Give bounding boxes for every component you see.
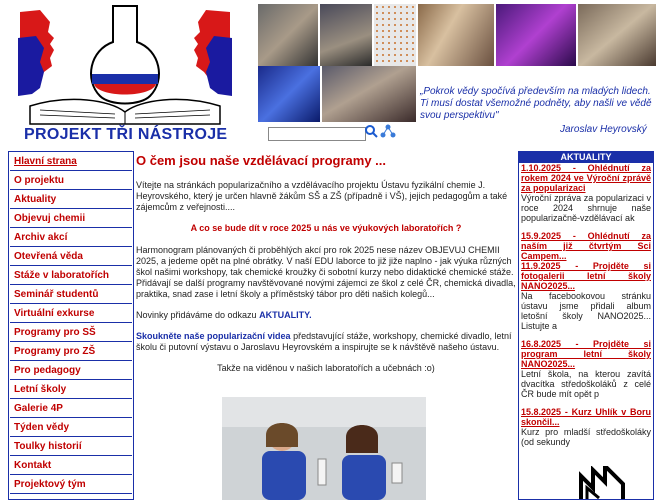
videos-paragraph: [136, 331, 516, 353]
news-item-date: 15.9.2025: [521, 231, 562, 241]
sidebar-nav: [8, 151, 134, 500]
nav-item-otevrena-veda[interactable]: Otevřená věda: [10, 248, 132, 266]
nav-item-seminar[interactable]: Seminář studentů: [10, 286, 132, 304]
section-subtitle: A co se bude dít v roce 2025 u nás ve výukových laboratořích ?: [190, 223, 462, 233]
sitemap-icon[interactable]: [380, 124, 396, 138]
news-panel: [518, 151, 654, 500]
news-item-title[interactable]: [519, 163, 653, 193]
intro-paragraph: Vítejte na stránkách popularizačního a vzdělávacího projektu Ústavu fyzikální chemie J. Heyrovského, který je určen hlavně žákům SŠ a ZŠ (případně i VŠ), jejich pedagogům a také zájemcům z veřejnosti....: [136, 180, 508, 212]
nav-item-aktuality[interactable]: Aktuality: [10, 191, 132, 209]
novinky-text: Novinky přidáváme do odkazu: [136, 310, 260, 320]
heyrovsky-quote: „Pokrok vědy spočívá především na mladých lidech. Ti musí dostat všemožné podněty, aby našli ve vědě svou perspektivu": [420, 86, 652, 121]
quote-author: Jaroslav Heyrovský: [560, 124, 647, 135]
videos-text: představující stáže, workshopy, chemické divadlo, letní školu či putovní výstavu o Jaroslavu Heyrovském a inspirujte se k návštěvě našeho ústavu.: [136, 331, 512, 352]
nav-item-kontakt[interactable]: Kontakt: [10, 457, 132, 475]
news-item-title[interactable]: [519, 261, 653, 291]
news-item-headline: - Kurz Uhlík v Boru skončil...: [521, 407, 651, 427]
news-item-date: 1.10.2025: [521, 163, 562, 173]
news-item-title[interactable]: [519, 339, 653, 369]
news-item-title[interactable]: [519, 231, 653, 261]
main-content: [136, 151, 516, 500]
nav-item-objevuj-chemii[interactable]: Objevuj chemii: [10, 210, 132, 228]
nav-item-programy-ss[interactable]: Programy pro SŠ: [10, 324, 132, 342]
photo-purple-lab: [496, 4, 576, 66]
search-icon[interactable]: [364, 124, 378, 138]
news-item-text: Kurz pro mladší středoškoláky (od sekundy: [521, 427, 651, 447]
nav-item-o-projektu[interactable]: O projektu: [10, 172, 132, 190]
news-item-title[interactable]: [519, 407, 653, 427]
photo-blue-molecules: [258, 66, 320, 122]
photo-molecular-grid: [374, 4, 416, 66]
news-item-headline: - Projděte si fotogalerii letní školy NANO2025...: [521, 261, 651, 291]
nav-item-staze[interactable]: Stáže v laboratořích: [10, 267, 132, 285]
photo-workshop: [578, 4, 656, 66]
news-header: AKTUALITY: [519, 152, 653, 163]
institute-logo-icon: [577, 466, 627, 500]
news-item-text: Na facebookovou stránku ústavu jsme přidali album letošní školy NANO2025... Listujte a: [521, 291, 651, 331]
photo-visitors: [322, 66, 416, 122]
news-item-date: 16.8.2025: [521, 339, 562, 349]
search-input[interactable]: [268, 127, 366, 141]
news-item-text: Letní škola, na kterou zavítá dvacítka středoškoláků z celé ČR bude mít opět p: [521, 369, 651, 399]
page-title: O čem jsou naše vzdělávací programy ...: [136, 153, 386, 168]
nav-item-letni-skoly[interactable]: Letní školy: [10, 381, 132, 399]
nav-item-hlavni-strana[interactable]: Hlavní strana: [10, 153, 132, 171]
news-item-text: Výroční zpráva za popularizaci v roce 2024 shrnuje naše popularizačně-vzdělávací ak: [521, 193, 651, 223]
nav-item-pro-pedagogy[interactable]: Pro pedagogy: [10, 362, 132, 380]
header: [0, 0, 660, 150]
photo-lab-group: [258, 4, 318, 66]
closing-paragraph: Takže na viděnou v našich laboratořích a učebnách :o): [217, 363, 435, 373]
news-item-headline: - Ohlédnutí za naším již čtvrtým Sci Campem...: [521, 231, 651, 261]
news-item-headline: - Projděte si program letní školy NANO2025...: [521, 339, 651, 369]
nav-item-toulky-historii[interactable]: Toulky historií: [10, 438, 132, 456]
logo-title: PROJEKT TŘI NÁSTROJE: [24, 126, 228, 143]
videos-link[interactable]: Skoukněte naše popularizační videa: [136, 331, 291, 341]
news-item-date: 11.9.2025: [521, 261, 561, 271]
novinky-paragraph: [136, 310, 516, 321]
nav-item-galerie[interactable]: Galerie 4P: [10, 400, 132, 418]
harmonogram-paragraph: Harmonogram plánovaných či proběhlých akcí pro rok 2025 nese název OBJEVUJ CHEMII 2025, a jedeme opět na plné obrátky. V naší EDU laborce to již jiže naplno - jak výuka různých škol našimi workshopy, tak chemické kroužky či sobotní kurzy nebo didaktické chemické stáže. Přidávají se další programy navštěvované novými zájemci ze škol z celé ČR, chemická divadla, praktika, snad zase i letní školy a příměstský tábor pro děti našich kolegů...: [136, 245, 516, 299]
nav-item-tyden-vedy[interactable]: Týden vědy: [10, 419, 132, 437]
nav-item-programy-zs[interactable]: Programy pro ZŠ: [10, 343, 132, 361]
photo-students: [320, 4, 372, 66]
nav-item-virtualni-exkurse[interactable]: Virtuální exkurse: [10, 305, 132, 323]
news-item-date: 15.8.2025: [521, 407, 562, 417]
nav-item-archiv-akci[interactable]: Archiv akcí: [10, 229, 132, 247]
nav-item-projektovy-tym[interactable]: Projektový tým: [10, 476, 132, 494]
photo-classroom: [418, 4, 494, 66]
students-lab-photo: [222, 397, 426, 500]
aktuality-link[interactable]: AKTUALITY.: [259, 310, 312, 320]
news-item-headline: - Ohlédnutí za rokem 2024 ve Výroční zprávě za popularizaci: [521, 163, 651, 193]
